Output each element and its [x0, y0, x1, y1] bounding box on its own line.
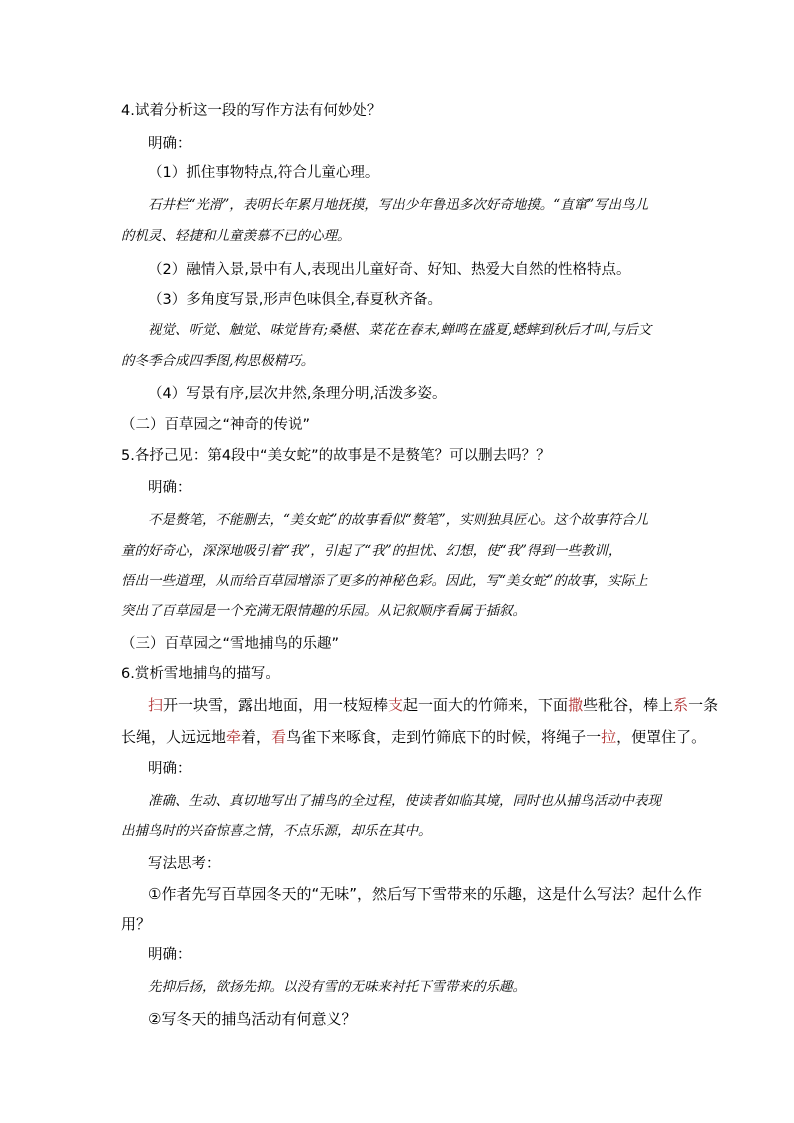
quoted-passage-line-1	[148, 698, 718, 713]
point-4: （4）写景有序,层次井然,条理分明,活泼多姿。	[148, 386, 447, 402]
section-heading-2: （二）百草园之“神奇的传说”	[121, 417, 311, 433]
answer-line: 悟出一些道理，从而给百草园增添了更多的神秘色彩。因此，写“美女蛇”的故事，实际上	[121, 573, 648, 589]
passage-text: 长绳，人远远地	[121, 728, 227, 746]
section-heading-3: （三）百草园之“雪地捕鸟的乐趣”	[121, 636, 340, 652]
highlighted-verb: 拉	[601, 728, 617, 746]
mingque-label: 明确：	[148, 761, 192, 777]
answer-line: 的冬季合成四季图,构思极精巧。	[121, 353, 315, 369]
answer-line: 出捕鸟时的兴奋惊喜之情，不点乐源，却乐在其中。	[121, 823, 432, 839]
passage-text: 起一面大的竹筛来，下面	[403, 696, 569, 714]
highlighted-verb: 扫	[148, 696, 164, 714]
answer-line: 突出了百草园是一个充满无限情趣的乐园。从记叙顺序看属于插叙。	[121, 603, 526, 619]
writing-question-1: ①作者先写百草园冬天的“无味”，然后写下雪带来的乐趣，这是什么写法？起什么作	[148, 885, 702, 903]
passage-text: 开一块雪，露出地面，用一枝短棒	[163, 696, 389, 714]
passage-text: 些秕谷，棒上	[583, 696, 674, 714]
highlighted-verb: 支	[388, 696, 404, 714]
question-6: 6.赏析雪地捕鸟的描写。	[121, 666, 280, 682]
writing-question-2: ②写冬天的捕鸟活动有何意义？	[148, 1010, 357, 1028]
highlighted-verb: 撒	[568, 696, 584, 714]
mingque-label: 明确：	[148, 947, 192, 963]
question-4: 4.试着分析这一段的写作方法有何妙处？	[121, 103, 382, 119]
passage-text: 鸟雀下来啄食，走到竹筛底下的时候，将绳子一	[286, 728, 602, 746]
point-1: （1）抓住事物特点,符合儿童心理。	[148, 165, 380, 181]
mingque-label: 明确：	[148, 480, 192, 496]
writing-method-heading: 写法思考：	[148, 856, 221, 872]
point-3: （3）多角度写景,形声色味俱全,春夏秋齐备。	[148, 292, 442, 308]
answer-line: 不是赘笔，不能删去，“美女蛇”的故事看似“赘笔”，实则独具匠心。这个故事符合儿	[148, 512, 649, 528]
mingque-label: 明确：	[148, 136, 192, 152]
passage-text: ，便罩住了。	[616, 728, 707, 746]
answer-line: 石井栏“光滑”，表明长年累月地抚摸，写出少年鲁迅多次好奇地摸。“直窜”写出鸟儿	[148, 197, 649, 213]
answer-line: 准确、生动、真切地写出了捕鸟的全过程，使读者如临其境，同时也从捕鸟活动中表现	[148, 793, 661, 809]
point-2: （2）融情入景,景中有人,表现出儿童好奇、好知、热爱大自然的性格特点。	[148, 262, 631, 278]
highlighted-verb: 系	[673, 696, 689, 714]
answer-line: 的机灵、轻捷和儿童羡慕不已的心理。	[121, 228, 351, 244]
passage-text: 一条	[688, 696, 719, 714]
question-5: 5.各抒己见：第4段中“美女蛇”的故事是不是赘笔？可以删去吗？？	[121, 448, 551, 464]
answer-line: 童的好奇心，深深地吸引着“我”，引起了“我”的担忧、幻想，使“我”得到一些教训，	[121, 543, 622, 559]
writing-question-1-cont: 用？	[121, 915, 152, 933]
answer-line: 先抑后扬，欲扬先抑。以没有雪的无味来衬托下雪带来的乐趣。	[148, 979, 526, 995]
highlighted-verb: 牵	[226, 728, 242, 746]
quoted-passage-line-2	[121, 730, 706, 745]
highlighted-verb: 看	[271, 728, 287, 746]
passage-text: 着，	[241, 728, 272, 746]
answer-line: 视觉、听觉、触觉、味觉皆有;桑椹、菜花在春末,蝉鸣在盛夏,蟋蟀到秋后才叫,与后文	[148, 322, 652, 338]
